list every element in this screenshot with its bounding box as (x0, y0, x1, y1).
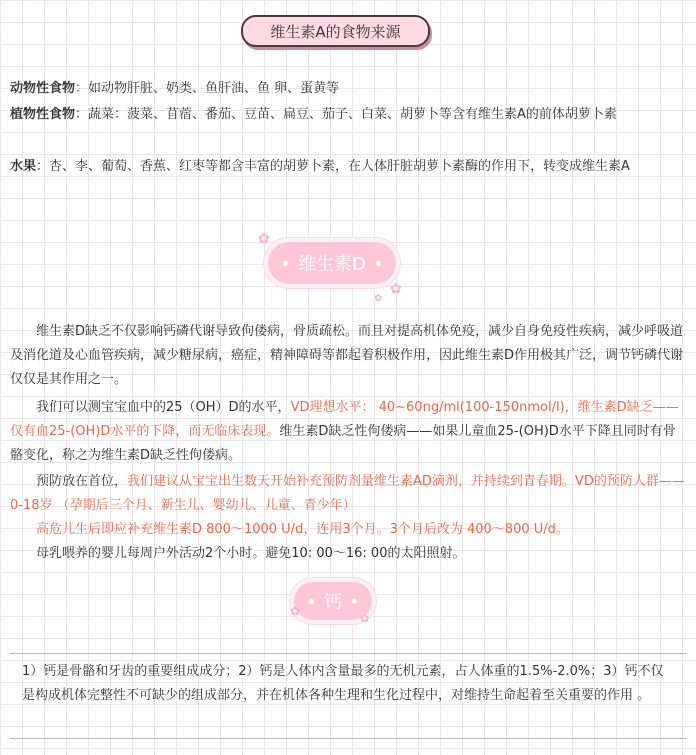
ca-box-top-border (10, 653, 686, 654)
badge-dot-left (283, 261, 288, 266)
ca-text: 1）钙是骨骼和牙齿的重要组成成分；2）钙是人体内含量最多的无机元素，占人体重的1.5%-2.0%；3）钙不仅是构成机体完整性不可缺少的组成部分，并在机体各种生理和生化过程中，对维持生命起着至关重要的作用 。 (22, 664, 664, 703)
section-ca-title: 钙 (324, 592, 342, 613)
badge-dot-left (309, 599, 314, 604)
plant-food-line (10, 102, 678, 128)
vitd-p2-tail: 维生素D缺乏性佝偻病——如果儿童血25-(OH)D水平下降且同时有骨骼变化，称之为维生素D缺乏性佝偻病。 (10, 424, 676, 463)
vitd-p3-plain: 预防放在首位， (36, 474, 128, 489)
vitd-p2-plain: 我们可以测宝宝血中的25（OH）D的水平， (36, 400, 291, 415)
plant-text: ：蔬菜：菠菜、苜蓿、番茄、豆苗、扁豆、茄子、白菜、胡萝卜等含有维生素A的前体胡萝卜素 (75, 107, 617, 122)
animal-label: 动物性食物 (10, 81, 76, 96)
section-d-bubble (268, 242, 396, 284)
badge-dot-right (376, 261, 381, 266)
section-d-title: 维生素D (298, 254, 366, 275)
vitd-paragraph-4: 高危儿生后即应补充维生素D 800～1000 U/d，连用3个月。3个月后改为 400～800 U/d。 (36, 522, 569, 537)
vitd-paragraph-5: 母乳喂养的婴儿每周户外活动2个小时。避免10: 00～16: 00的太阳照射。 (36, 546, 466, 561)
section-a-title: 维生素A的食物来源 (270, 22, 401, 41)
vitd-paragraph-2 (10, 396, 686, 468)
vitd-p3-highlight: 我们建议从宝宝出生数天开始补充预防剂量维生素AD滴剂，并持续到青春期。VD的预防人群——0-18岁 （孕期后三个月、新生儿、婴幼儿、儿童、青少年） (10, 474, 685, 513)
flower-decoration: ✿ (360, 612, 370, 625)
flower-decoration: ✿ (258, 231, 270, 247)
flower-decoration: ✿ (290, 604, 301, 618)
fruit-line (10, 154, 678, 180)
vitd-p2-highlight: VD理想水平： 40~60ng/ml(100-150nmol/l)，维生素D缺乏——仅有血25-(OH)D水平的下降，而无临床表现。 (10, 400, 679, 439)
section-d-badge (262, 238, 402, 288)
badge-dot-right (352, 599, 357, 604)
vitd-paragraph-3 (10, 470, 686, 518)
vitd-paragraph-1: 维生素D缺乏不仅影响钙磷代谢导致佝偻病，骨质疏松。而且对提高机体免疫，减少自身免疫性疾病，减少呼吸道及消化道及心血管疾病，减少糖尿病，癌症，精神障碍等都起着积极作用，因此维生素D作用极其广泛，调节钙磷代谢仅仅是其作用之一。 (10, 324, 684, 387)
animal-text: ：如动物肝脏、奶类、鱼肝油、鱼 卵、蛋黄等 (75, 81, 340, 96)
fruit-label: 水果 (10, 159, 37, 174)
ca-box-bottom-border (10, 738, 686, 739)
flower-decoration: ✿ (374, 293, 383, 304)
flower-decoration: ✿ (390, 281, 402, 297)
section-a-title-pill (241, 15, 430, 47)
plant-label: 植物性食物 (10, 107, 76, 122)
fruit-text: ：杏、李、葡萄、香蕉、红枣等都含丰富的胡萝卜素，在人体肝脏胡萝卜素酶的作用下，转变成维生素A (36, 159, 630, 174)
animal-food-line (10, 76, 678, 102)
